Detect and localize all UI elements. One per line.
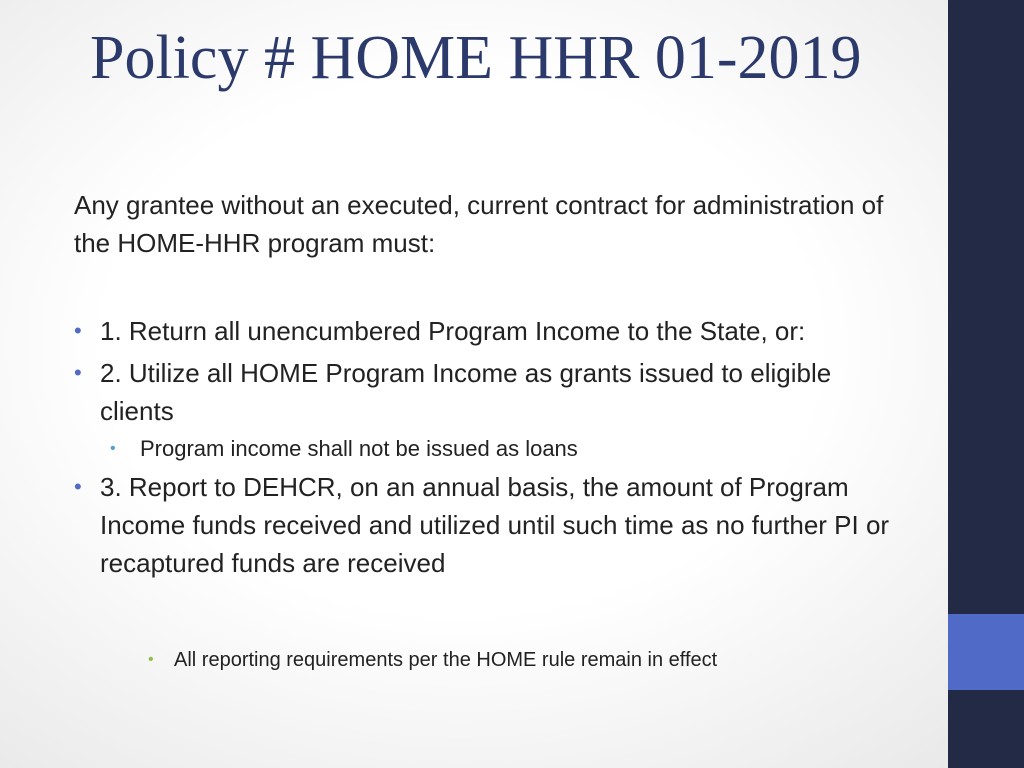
slide-title: Policy # HOME HHR 01-2019 — [90, 24, 862, 92]
bullet-text: 2. Utilize all HOME Program Income as grants issued to eligible clients — [100, 358, 832, 426]
bullet-icon: • — [74, 318, 82, 343]
bullet-text: 1. Return all unencumbered Program Income to the State, or: — [100, 316, 806, 346]
bullet-list — [74, 312, 904, 586]
sub-bullet-item — [74, 434, 904, 464]
intro-paragraph: Any grantee without an executed, current contract for administration of the HOME-HHR program must: — [74, 190, 884, 258]
note-bullet-icon: • — [148, 651, 154, 668]
note-text: All reporting requirements per the HOME rule remain in effect — [174, 649, 718, 671]
bullet-item-1 — [74, 312, 904, 350]
sub-bullet-text: Program income shall not be issued as loans — [140, 436, 578, 461]
bullet-item-2 — [74, 354, 904, 430]
bullet-icon: • — [74, 360, 82, 385]
sidebar-accent-block — [948, 614, 1024, 690]
bullet-icon: • — [74, 474, 82, 499]
note-line — [148, 645, 717, 675]
bullet-item-3 — [74, 468, 904, 582]
sub-bullet-icon: • — [110, 440, 116, 457]
bullet-text: 3. Report to DEHCR, on an annual basis, the amount of Program Income funds received and utilized until such time as no further PI or recaptured funds are received — [100, 472, 890, 578]
